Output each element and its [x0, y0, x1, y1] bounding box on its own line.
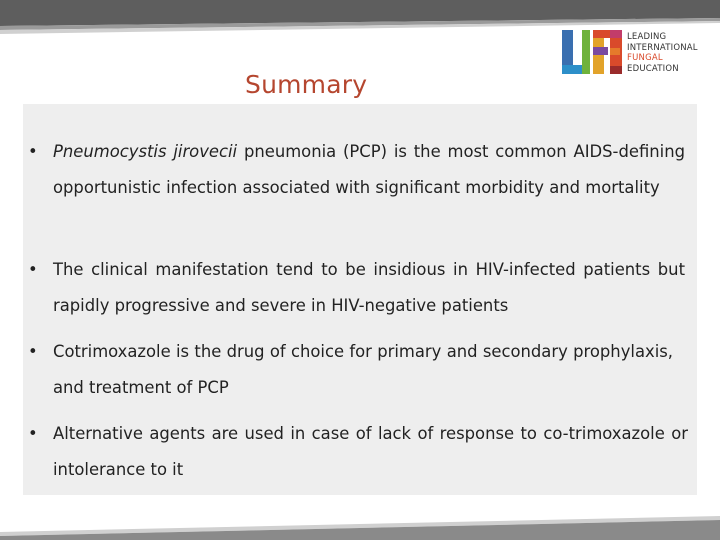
logo-text [627, 32, 698, 74]
logo-line-2: INTERNATIONAL [627, 42, 698, 53]
bullet-dot: • [28, 424, 38, 443]
bullet-text-2: The clinical manifestation tend to be insidious in HIV-infected patients but rapidly progressive and severe in HIV-negative patients [53, 260, 685, 315]
bullet-dot: • [28, 342, 38, 361]
slide-title: Summary [245, 70, 368, 99]
life-logo [562, 30, 712, 78]
bottom-decorative-band [0, 498, 720, 540]
bullet-1-italic: Pneumocystis jirovecii [53, 142, 238, 161]
life-logo-mark [562, 30, 622, 75]
bullet-dot: • [28, 142, 38, 161]
bullet-1-text: pneumonia (PCP) is the most common AIDS-defining opportunistic infection associated with significant morbidity and mortality [53, 142, 686, 197]
logo-line-4: EDUCATION [627, 63, 679, 74]
bullet-text-1 [53, 134, 685, 206]
bullet-dot: • [28, 260, 38, 279]
bullet-text-4: Alternative agents are used in case of lack of response to co-trimoxazole or intolerance to it [53, 424, 688, 479]
bullet-text-3: Cotrimoxazole is the drug of choice for primary and secondary prophylaxis, and treatment of PCP [53, 342, 673, 397]
logo-line-3: FUNGAL [627, 53, 663, 63]
logo-line-1: LEADING [627, 32, 667, 42]
